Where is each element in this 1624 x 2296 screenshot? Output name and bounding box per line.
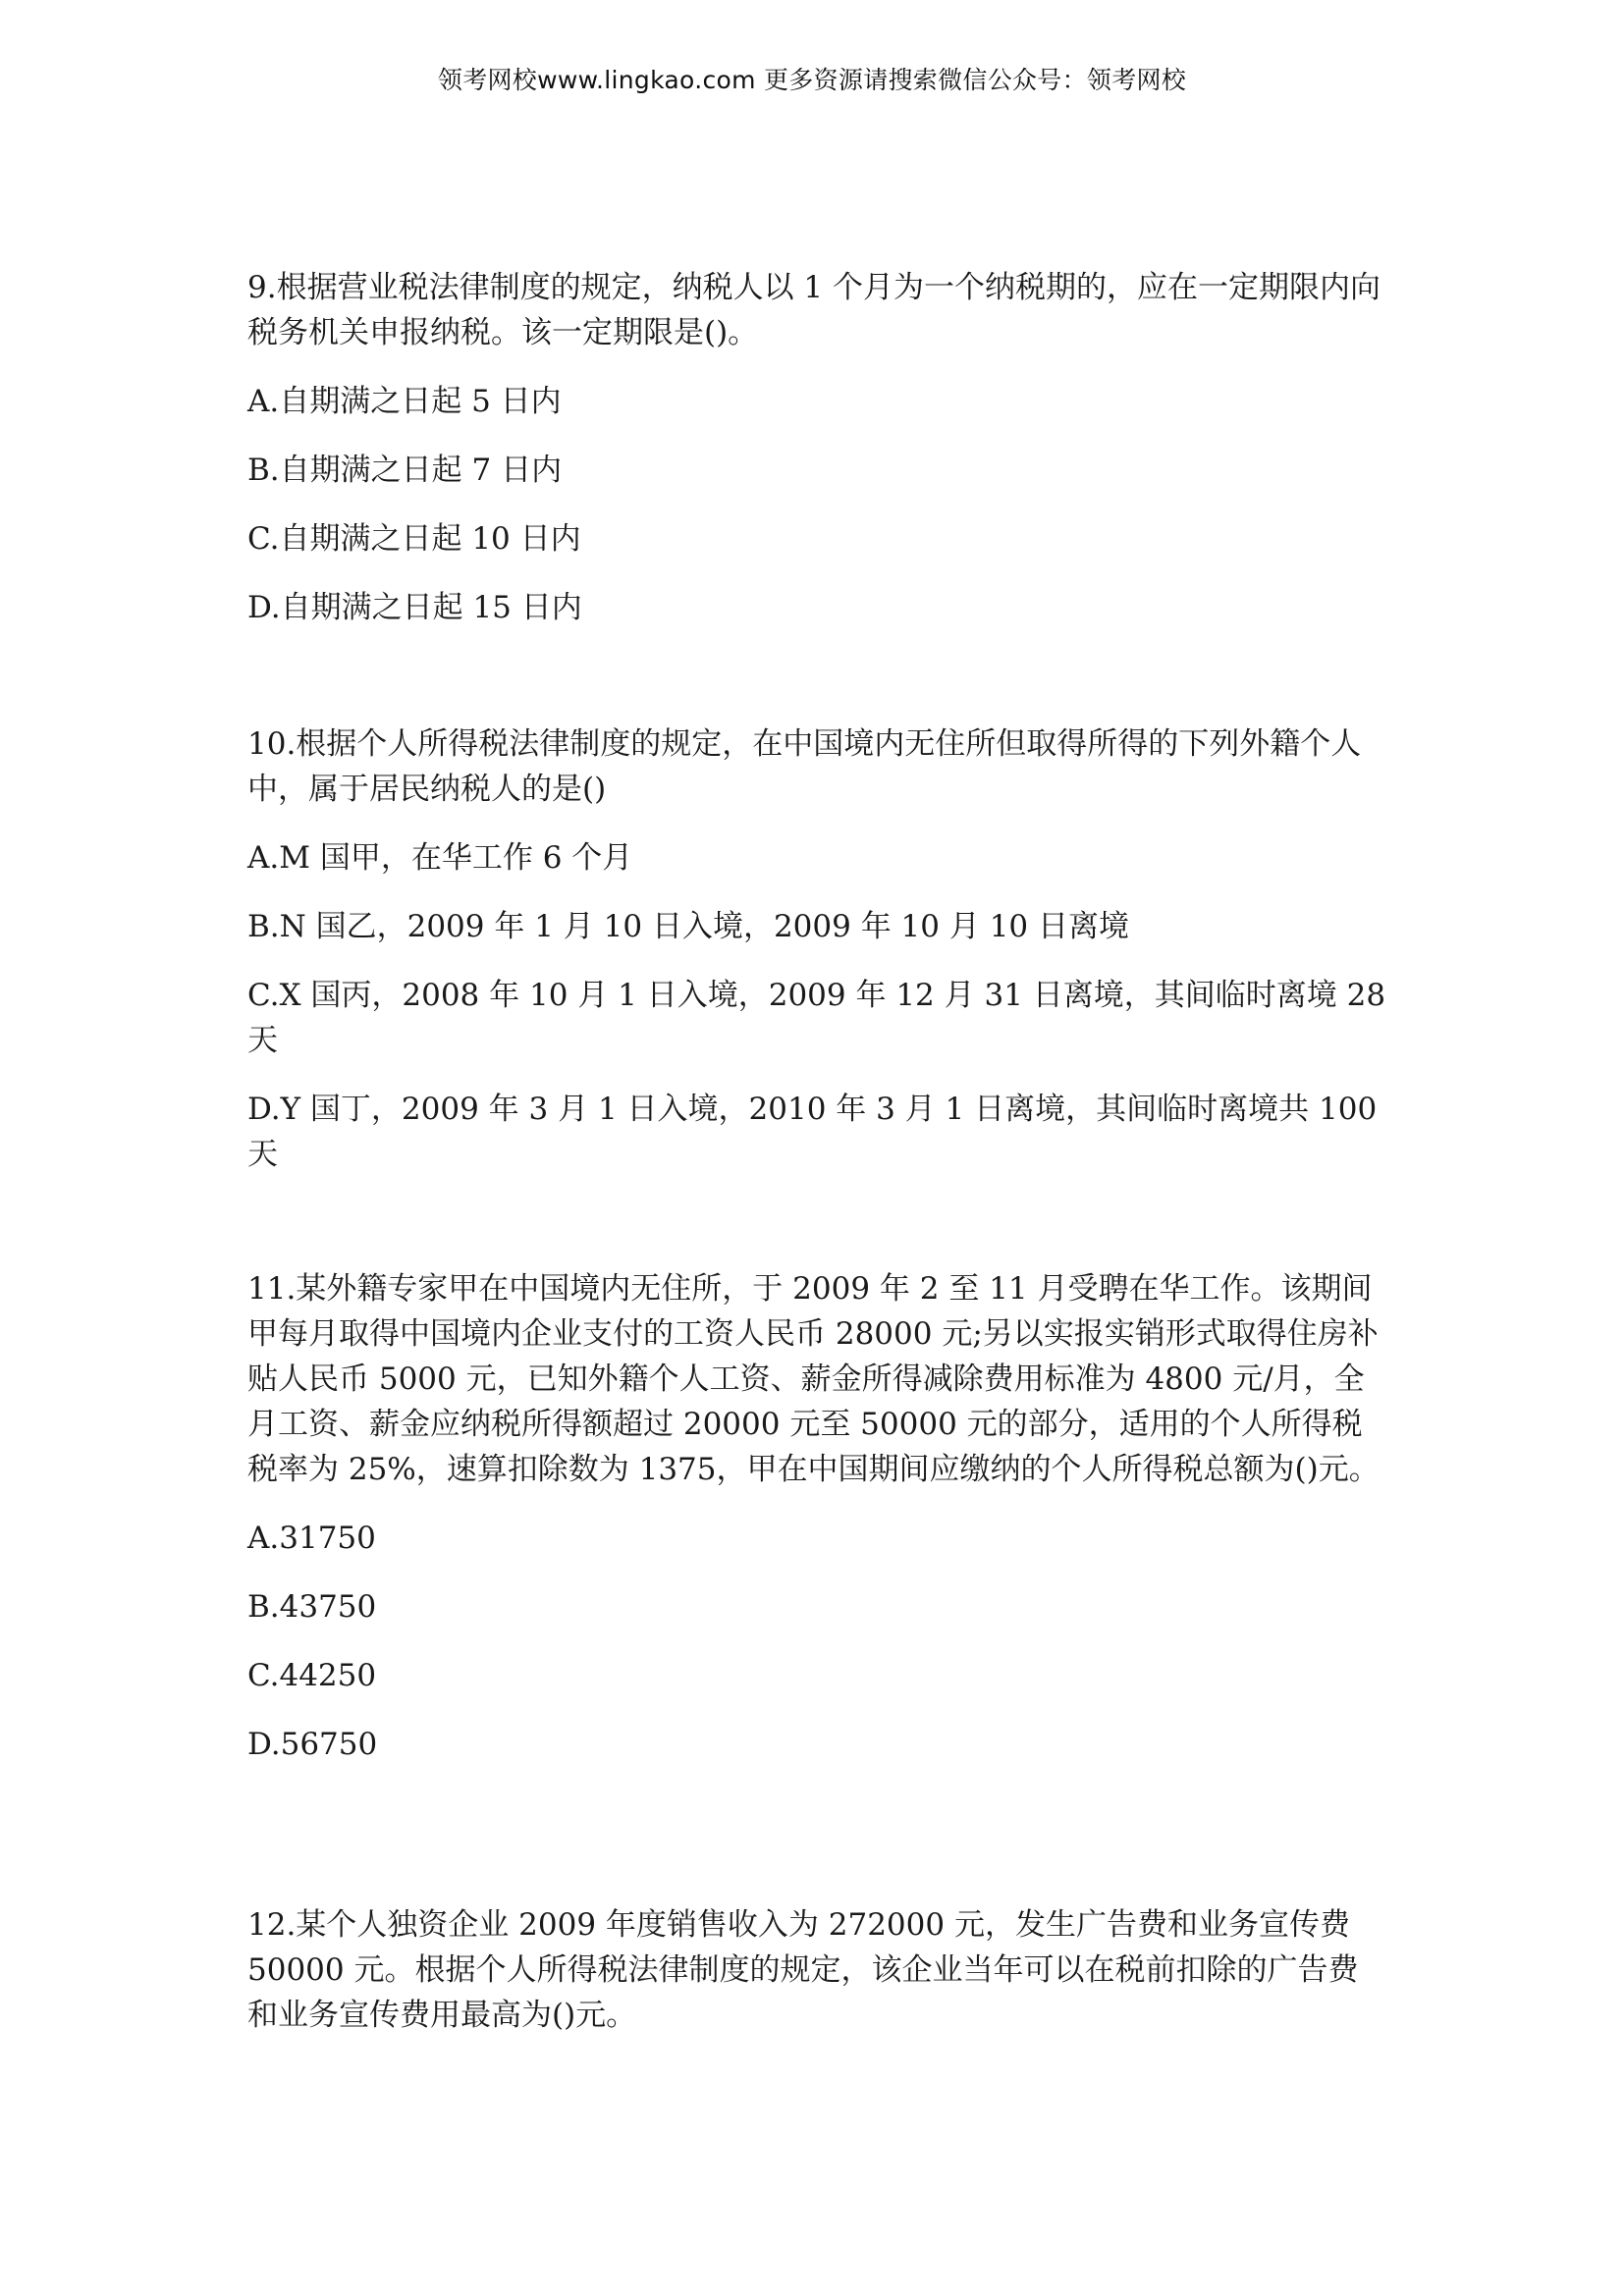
option-d: D.Y 国丁，2009 年 3 月 1 日入境，2010 年 3 月 1 日离境，其间临时离境共 100 天 — [247, 1092, 1378, 1172]
question-stem: 9.根据营业税法律制度的规定，纳税人以 1 个月为一个纳税期的，应在一定期限内向税务机关申报纳税。该一定期限是()。 — [247, 270, 1381, 350]
question-stem: 11.某外籍专家甲在中国境内无住所，于 2009 年 2 至 11 月受聘在华工作。该期间甲每月取得中国境内企业支付的工资人民币 28000 元;另以实报实销形式取得住房补贴人民币 5000 元，已知外籍个人工资、薪金所得减除费用标准为 4800 元/月，全月工资、薪金应纳税所得额超过 20000 元至 50000 元的部分，适用的个人所得税税率为 25%，速算扣除数为 1375，甲在中国期间应缴纳的个人所得税总额为()元。 — [247, 1271, 1380, 1487]
option-c: C.X 国丙，2008 年 10 月 1 日入境，2009 年 12 月 31 日离境，其间临时离境 28 天 — [247, 978, 1386, 1058]
option-d: D.56750 — [247, 1727, 378, 1762]
question-stem: 12.某个人独资企业 2009 年度销售收入为 272000 元，发生广告费和业务宣传费 50000 元。根据个人所得税法律制度的规定，该企业当年可以在税前扣除的广告费和业务宣传费用最高为()元。 — [247, 1907, 1359, 2033]
page-header: 领考网校www.lingkao.com 更多资源请搜索微信公众号：领考网校 — [437, 66, 1187, 94]
option-c: C.自期满之日起 10 日内 — [247, 521, 581, 557]
question-9 — [247, 265, 1386, 654]
option-a: A.自期满之日起 5 日内 — [247, 384, 562, 419]
option-d: D.自期满之日起 15 日内 — [247, 590, 582, 625]
option-a: A.31750 — [247, 1521, 376, 1556]
option-a: A.M 国甲，在华工作 6 个月 — [247, 840, 633, 876]
question-12 — [247, 1902, 1386, 2061]
option-b: B.43750 — [247, 1589, 377, 1625]
question-11 — [247, 1266, 1386, 1790]
option-b: B.自期满之日起 7 日内 — [247, 453, 563, 488]
option-c: C.44250 — [247, 1658, 377, 1693]
question-stem: 10.根据个人所得税法律制度的规定，在中国境内无住所但取得所得的下列外籍个人中，属于居民纳税人的是() — [247, 726, 1362, 807]
question-10 — [247, 721, 1386, 1201]
option-b: B.N 国乙，2009 年 1 月 10 日入境，2009 年 10 月 10 日离境 — [247, 909, 1129, 944]
